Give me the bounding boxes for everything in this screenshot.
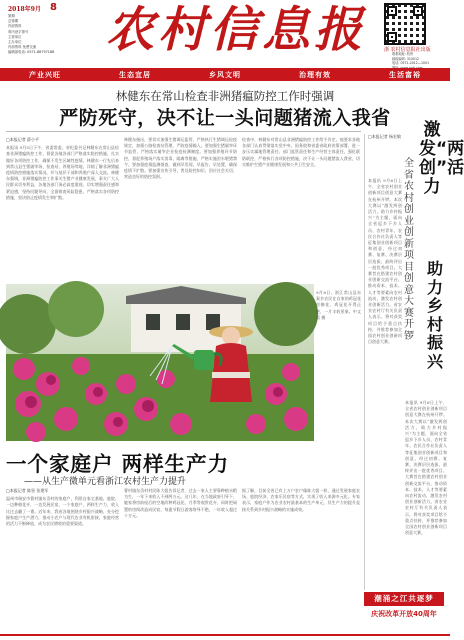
side-column-a [368,178,402,584]
nav-item: 治理有效 [299,70,331,79]
divider [6,131,361,132]
byline: □本报记者 陈坚 张建军 [6,488,49,493]
meta-line: 主办单位 [8,40,22,45]
meta-line: 编辑部电话: 0571-86797188 [8,50,55,55]
feature-photo [6,284,314,441]
issue-date: 2018年9月 [8,6,41,13]
story2-column-3 [242,488,360,628]
article-body: 温州市瑞安市曹村镇东岙村的家庭户，利用自家宅基地、庭院，一边种植花卉，一边发展民宿，一个家庭户，两样生产力，收入比过去翻了一番。近年来，我省各地围绕乡村振兴战略，充分挖掘家庭户生产潜力，推动小农户与现代农业有机衔接，家庭经营的活力不断释放，成为农民增收的重要渠道。 [6,496,119,527]
article-body: 本报讯 9月6日上午，全省农村创业创新项目创意大赛在杭州开锣。本次大赛以“激发两创活力，助力乡村振兴”为主题，面向全省返乡下乡人员、农村青年、农民合作社负责人等征集创业创新项目和创意，经过初赛、复赛、决赛层层选拔，最终评出一批优秀项目。大赛旨在搭建农村创业创新交流平台，推动资本、技术、人才等要素向农村流动，激发农村创业创新活力。省农业农村厅有关负责人表示，将对获奖项目给予重点扶持，并推荐参加全国农村创业创新项目创意大赛。 [368,178,402,345]
meta-line: 邮政编码: 310012 [392,56,420,61]
side-headline-1: 激发“两创”活力 [419,120,464,197]
side-column-b [405,400,447,584]
bottom-rule [0,634,450,636]
meta-line: 粤内登字第号 [8,29,29,34]
nav-item: 生活富裕 [389,70,421,79]
article-body: 曹村镇东岙村村民陈大姐告诉记者，过去一家人主要靠种植水稻为生，一年下来收入不到两万元。这几年，在当地政府引导下，她家将房前屋后的空地改种鸡冠花、月季等观赏花卉，同时把闲置的房间改造成民宿，每逢节假日游客络绎不绝，一年收入超过十万元。 [124,488,237,518]
lead-kicker: 林健东在常山检查非洲猪瘟防控工作时强调 [115,89,335,103]
meta-line: 电话: 0571-2012—1001 [392,61,430,66]
masthead [0,0,450,66]
side-kicker: 全省农村创业创新项目创意大赛开锣 [404,158,414,342]
anniversary-banner-subtitle: 庆祝改革开放40周年 [371,610,437,618]
lead-headline: 严防死守，决不让一头问题猪流入我省 [59,107,391,129]
photo-caption [316,290,361,440]
article-body: 本报讯 9月6日上午，全省农村创业创新项目创意大赛在杭州开锣。本次大赛以“激发两创活力，助力乡村振兴”为主题，面向全省返乡下乡人员、农村青年、农民合作社负责人等征集创业创新项目和创意，经过初赛、复赛、决赛层层选拔，最终评出一批优秀项目。大赛旨在搭建农村创业创新交流平台，推动资本、技术、人才等要素向农村流动，激发农村创业创新活力。省农业农村厅有关负责人表示，将对获奖项目给予重点扶持，并推荐参加全国农村创业创新项目创意大赛。 [405,400,447,536]
article-body: 本报讯 9月5日下午，省委常委、省纪委书记林健东在常山县检查非洲猪瘟防控工作，督促各地各部门严格落实防控措施，扎实做好各项防控工作，确保不发生区域性疫情。林健东一行先后来到常山县生猪屠宰场、检查站、养殖场等地，详细了解非洲猪瘟疫情防控措施落实情况，并与基层干部和养殖户深入交流。林健东强调，非洲猪瘟防控工作事关生猪产业健康发展，事关广大人民群众切身利益，各地各部门务必高度重视，切实增强责任感和紧迫感，坚持问题导向，全面排查风险隐患，严格落实各项防控措施，坚决防止疫情发生和扩散。 [6,145,119,200]
nav-item: 乡风文明 [209,70,241,79]
article-body: 检查中，林健东对常山县非洲猪瘟防控工作给予肯定，他要求各地各部门认真贯彻落实党中央、国务院和省委省政府决策部署，进一步压实属地管理责任、部门监管责任和生产经营主体责任，强化联防联控，严格执行各项防控措施，决不让一头问题猪流入我省，切实维护生猪产业健康发展和公共卫生安全。 [242,137,360,167]
column-divider [364,134,365,590]
article-body: 据了解，目前全省已有上万户农户像陈大姐一样，通过发展家庭农场、庭院经济、农家乐民宿等方式，实现了收入来源多元化。专家表示，家庭户作为农业农村最基本的生产单元，其生产力的提升直接关系到乡村振兴战略的实施成效。 [242,488,360,512]
meta-line: 内部资料 [8,24,22,29]
meta-line: 内部资料 免费交流 [8,45,37,50]
lead-column-1 [6,137,119,281]
side-byline-box [368,134,402,174]
side-headline-2: 助力乡村振兴 [426,259,443,371]
section-nav [0,68,450,81]
nav-item: 产业兴旺 [29,70,61,79]
anniversary-banner-title: 潮涌之江共逐梦 [364,592,444,606]
caption-text: 9月8日，浙江常山县东案乡农民在自家的鸡冠花里摘花，鸡冠花开得正艳，一片丰收景象。中文版 摄 [316,290,361,320]
story2-headline: 一个家庭户 两样生产力 [6,452,230,476]
photo-illustration [6,284,314,441]
nav-item: 生态宜居 [119,70,151,79]
newspaper-title: 农村信息报 [105,2,366,58]
story2-column-1 [6,488,119,628]
masthead-meta [8,14,54,56]
publisher-badge: 浙 农村信息报社出版 [384,47,431,53]
meta-line: 联系地址: 杭州 [392,52,414,56]
lead-column-2 [124,137,237,281]
issue-number: 8 [50,2,57,13]
lead-column-3 [242,137,360,281]
story2-subheadline: ——从生产微单元看浙江农村生产力提升 [24,477,187,487]
meta-line: 第期 [8,14,15,18]
story2-column-2 [124,488,237,628]
qr-code-icon [384,3,426,45]
meta-line: 主管单位 [8,34,22,39]
byline: □本报记者 杨宏敏 [368,134,402,139]
article-body: 林健东指出，要切实加强生猪调运监管，严格执行生猪调运检疫规定，加强公路检查站管理，严防疫情输入。要加强生猪屠宰环节监管，严格落实屠宰企业检疫检测制度。要加强养殖环节防控，督促养殖场户落实消毒、隔离等措施，严格实施泔水喂猪禁令。要加强疫情监测排查，做到早发现、早报告、早处置，确保疫情不扩散。要加强宣传引导，普及防控知识，回应社会关切，营造良好的防控氛围。 [124,137,237,180]
meta-line: 总第期 [8,19,19,24]
byline: □本报记者 薛小平 [6,137,40,142]
